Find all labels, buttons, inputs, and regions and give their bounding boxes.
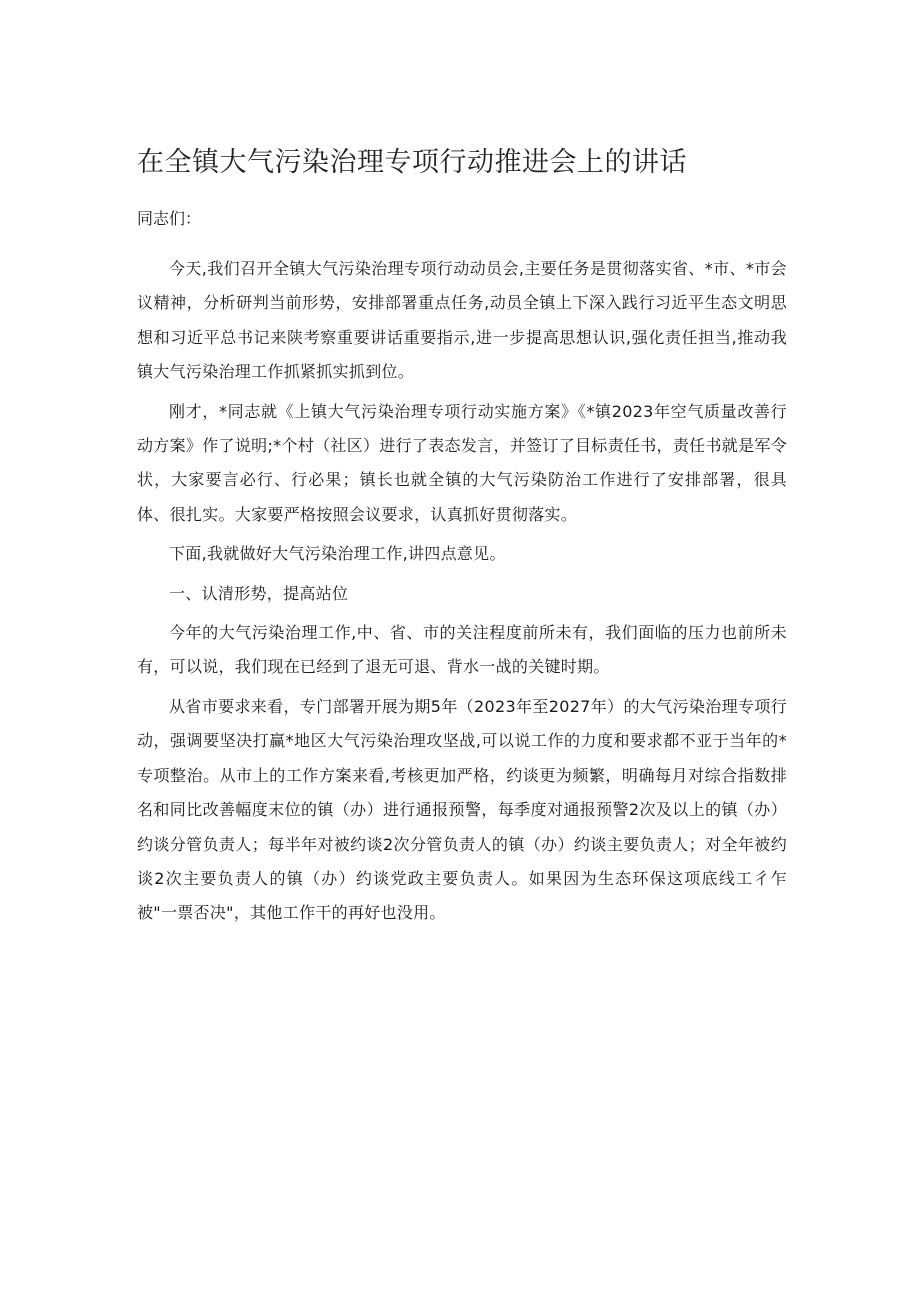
paragraph-situation: 今年的大气污染治理工作,中、省、市的关注程度前所未有，我们面临的压力也前所未有，可以说，我们现在已经到了退无可退、背水一战的关键时期。 (137, 623, 787, 677)
section-heading-1: 一、认清形势，提高站位 (169, 583, 349, 603)
document-body (137, 252, 787, 936)
paragraph-opening: 今天,我们召开全镇大气污染治理专项行动动员会,主要任务是贯彻落实省、*市、*市会议精神，分析研判当前形势，安排部署重点任务,动员全镇上下深入践行习近平生态文明思想和习近平总书记来陕考察重要讲话重要指示,进一步提高思想认识,强化责任担当,推动我镇大气污染治理工作抓紧抓实抓到位。 (137, 259, 787, 382)
paragraph-requirements: 从省市要求来看，专门部署开展为期5年（2023年至2027年）的大气污染治理专项行动，强调要坚决打赢*地区大气污染治理攻坚战,可以说工作的力度和要求都不亚于当年的*专项整治。从市上的工作方案来看,考核更加严格，约谈更为频繁，明确每月对综合指数排名和同比改善幅度末位的镇（办）进行通报预警，每季度对通报预警2次及以上的镇（办）约谈分管负责人；每半年对被约谈2次分管负责人的镇（办）约谈主要负责人；对全年被约谈2次主要负责人的镇（办）约谈党政主要负责人。如果因为生态环保这项底线工彳乍被"一票否决"，其他工作干的再好也没用。 (137, 696, 787, 923)
paragraph-intro: 下面,我就做好大气污染治理工作,讲四点意见。 (169, 544, 506, 564)
salutation: 同志们： (137, 209, 202, 228)
document-title: 在全镇大气污染治理专项行动推进会上的讲话 (137, 147, 687, 178)
paragraph-review: 刚才，*同志就《上镇大气污染治理专项行动实施方案》《*镇2023年空气质量改善行动方案》作了说明;*个村（社区）进行了表态发言，并签订了目标责任书，责任书就是军令状，大家要言必行、行必果；镇长也就全镇的大气污染防治工作进行了安排部署，很具体、很扎实。大家要严格按照会议要求，认真抓好贯彻落实。 (137, 401, 787, 524)
